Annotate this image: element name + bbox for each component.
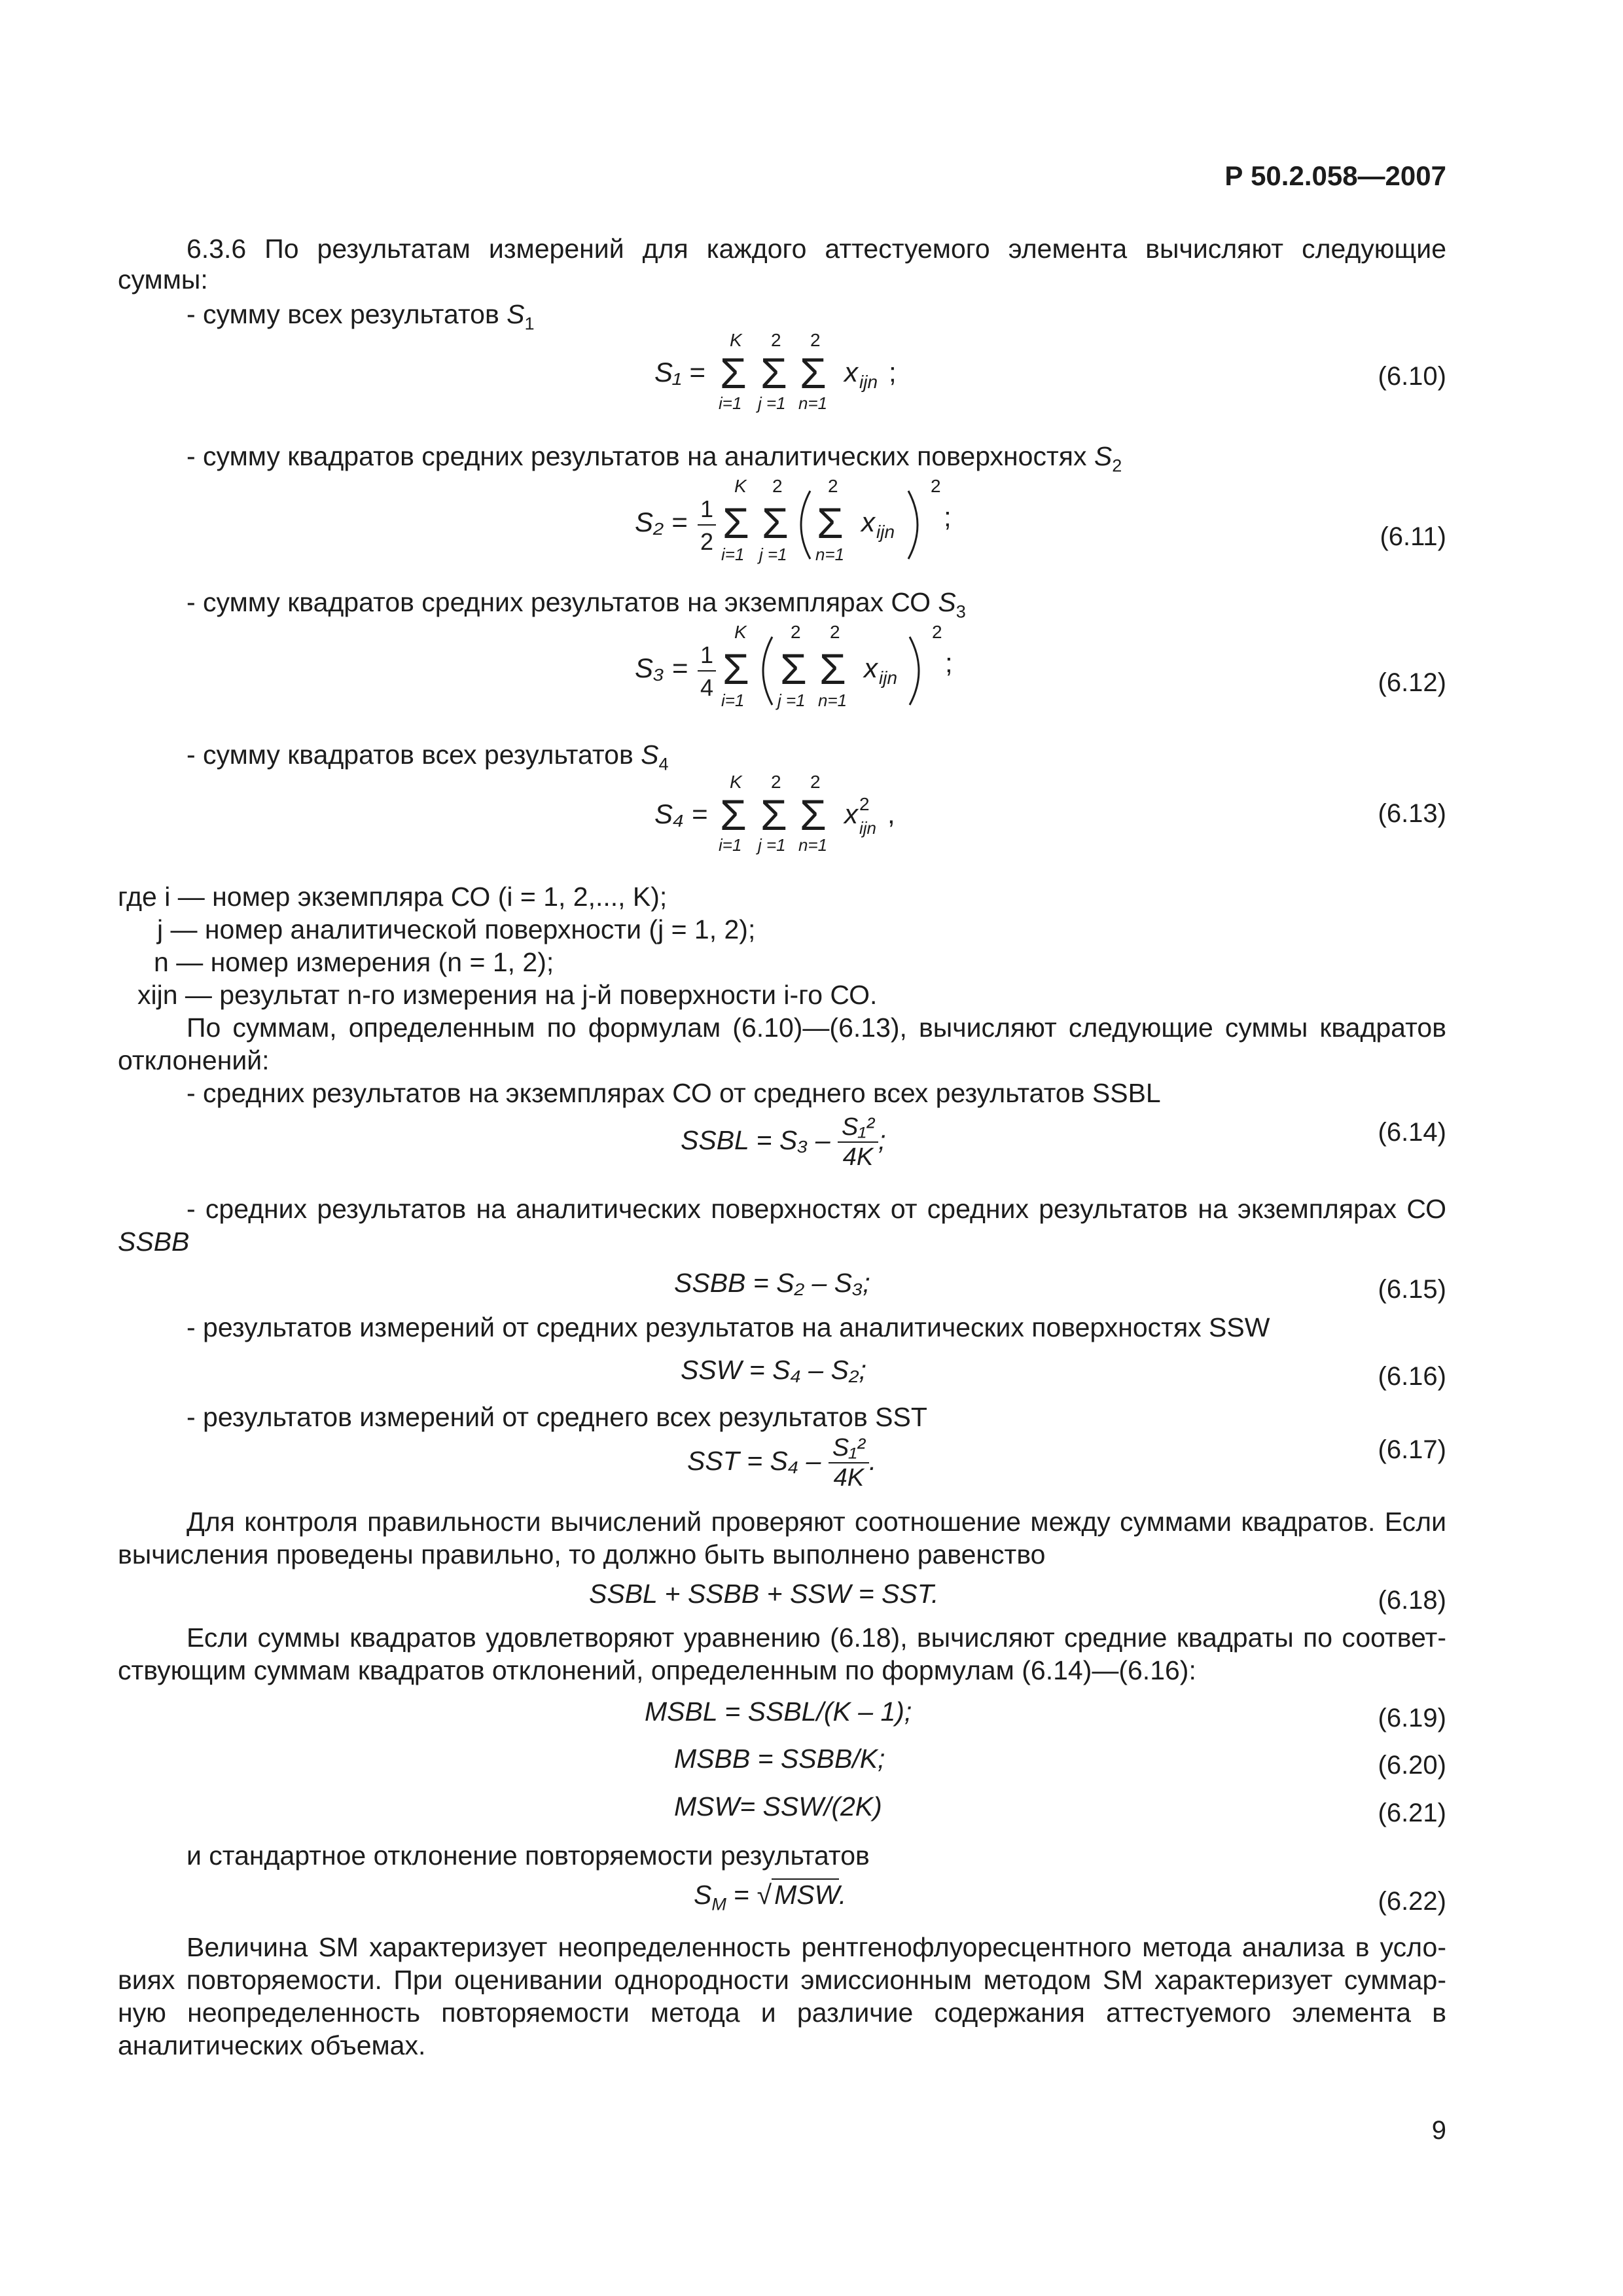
f612-sigma3: Σ xyxy=(819,645,846,693)
f610-sigma2: Σ xyxy=(760,349,787,397)
f611-i1: i=1 xyxy=(721,545,745,564)
dev-line-2a: - средних результатов на аналитических поверхностях от средних результатов на экземплярах СО xyxy=(187,1194,1446,1224)
formula-6-10 xyxy=(654,331,1021,416)
where-line-2: j — номер аналитической поверхности (j = 1, 2); xyxy=(157,914,756,944)
f611-sigma2: Σ xyxy=(762,499,789,547)
item-s3-text: - сумму квадратов средних результатов на экземплярах СО xyxy=(187,587,938,617)
f611-sigma1: Σ xyxy=(722,499,749,547)
document-page xyxy=(118,0,1446,2296)
f613-j1: j =1 xyxy=(758,835,786,855)
formula-6-17: SST = S₄ – $\frac{\text{S₁²}}{4K}$ . xyxy=(687,1434,877,1492)
f612-two2: 2 xyxy=(830,622,840,642)
item-s4-sub: 4 xyxy=(658,754,669,774)
formula-6-22: $S_M = √MSW$. xyxy=(694,1880,847,1914)
f610-k: K xyxy=(730,331,742,350)
f622-s: S xyxy=(694,1880,712,1910)
f613-sigma3: Σ xyxy=(800,791,827,839)
f614-frac xyxy=(838,1113,878,1172)
para4-line-1: Если суммы квадратов удовлетворяют уравнению (6.18), вычисляют средние квадраты по соответ- xyxy=(187,1623,1446,1653)
para2-line-2: отклонений: xyxy=(118,1045,270,1075)
formula-6-18: SSBL + SSBB + SSW = SST. xyxy=(589,1579,939,1609)
item-s1-sub: 1 xyxy=(524,314,535,334)
para6-line-2: виях повторяемости. При оценивании однородности эмиссионным методом SM характеризует суммар- xyxy=(118,1965,1446,1995)
f614-num: S₁² xyxy=(838,1113,878,1143)
dev-line-1: - средних результатов на экземплярах СО от среднего всех результатов SSBL xyxy=(187,1078,1161,1108)
item-s2-text: - сумму квадратов средних результатов на аналитических поверхностях xyxy=(187,441,1094,471)
f611-k: K xyxy=(734,476,747,496)
item-s1-text: - сумму всех результатов xyxy=(187,299,507,329)
f610-ijn: ijn xyxy=(859,372,878,392)
para3-line-2: вычисления проведены правильно, то должно быть выполнено равенство xyxy=(118,1539,1046,1570)
f610-n1: n=1 xyxy=(798,393,828,413)
document-header: Р 50.2.058—2007 xyxy=(1224,160,1446,191)
f613-sigma1: Σ xyxy=(720,791,747,839)
f611-n1: n=1 xyxy=(815,545,845,564)
formula-6-15: SSBB = S₂ – S₃; xyxy=(674,1268,870,1298)
where-line-4: xijn — результат n-го измерения на j-й поверхности i-го СО. xyxy=(137,980,878,1010)
f612-q-n: 1 xyxy=(700,641,714,668)
f613-two1: 2 xyxy=(771,772,781,792)
f613-x: x xyxy=(844,798,858,829)
eq-number-6-17: (6.17) xyxy=(1378,1435,1446,1464)
formula-6-12 xyxy=(635,619,1054,717)
f610-semi: ; xyxy=(889,357,897,387)
f612-j1: j =1 xyxy=(777,691,806,710)
where-line-3: n — номер измерения (n = 1, 2); xyxy=(154,947,554,977)
eq-number-6-16: (6.16) xyxy=(1378,1362,1446,1391)
f612-semi: ; xyxy=(945,647,953,678)
f612-n1: n=1 xyxy=(818,691,847,710)
f610-two2: 2 xyxy=(810,331,821,350)
f611-ijn: ijn xyxy=(876,522,895,542)
f622-sub: M xyxy=(711,1894,726,1914)
item-s3-sym: S xyxy=(938,587,956,617)
f612-ijn: ijn xyxy=(879,668,898,688)
f617-lhs: SST = S₄ – xyxy=(687,1445,821,1476)
f612-q-d: 4 xyxy=(700,674,714,701)
formula-6-21: MSW= SSW/(2K) xyxy=(674,1791,882,1821)
eq-number-6-18: (6.18) xyxy=(1378,1586,1446,1615)
para5: и стандартное отклонение повторяемости результатов xyxy=(187,1840,870,1871)
para2-line-1: По суммам, определенным по формулам (6.10)—(6.13), вычисляют следующие суммы квадратов xyxy=(187,1013,1446,1043)
f622-end: . xyxy=(838,1880,847,1910)
f613-i1: i=1 xyxy=(719,835,742,855)
f610-sigma1: Σ xyxy=(720,349,747,397)
formula-6-16: SSW = S₄ – S₂; xyxy=(681,1355,866,1385)
f612-sq: 2 xyxy=(932,622,942,642)
item-s4-sym: S xyxy=(641,740,659,770)
f611-j1: j =1 xyxy=(759,545,787,564)
para4-line-2: ствующим суммам квадратов отклонений, определенным по формулам (6.14)—(6.16): xyxy=(118,1655,1196,1685)
f612-k: K xyxy=(734,622,747,642)
eq-number-6-20: (6.20) xyxy=(1378,1751,1446,1780)
f617-frac xyxy=(829,1433,869,1492)
eq-number-6-12: (6.12) xyxy=(1378,668,1446,697)
intro-line-2: суммы: xyxy=(118,264,208,295)
f617-num: S₁² xyxy=(829,1433,869,1463)
f610-x: x xyxy=(844,357,858,387)
para6-line-1: Величина SM характеризует неопределенность рентгенофлуоресцентного метода анализа в усло- xyxy=(187,1932,1446,1962)
f613-sq: 2 xyxy=(859,794,870,814)
f613-sigma2: Σ xyxy=(760,791,787,839)
f612-x: x xyxy=(864,653,878,683)
eq-number-6-10: (6.10) xyxy=(1378,362,1446,391)
item-s4-text: - сумму квадратов всех результатов xyxy=(187,740,641,770)
f622-rad: MSW xyxy=(772,1878,839,1910)
f611-sigma3: Σ xyxy=(817,499,844,547)
dev-line-2b: SSBB xyxy=(118,1227,190,1257)
f612-two1: 2 xyxy=(791,622,801,642)
f614-semi: ; xyxy=(878,1124,886,1155)
f617-den: 4K xyxy=(833,1464,865,1492)
page-number: 9 xyxy=(1431,2116,1446,2145)
f613-k: K xyxy=(730,772,742,792)
para6-line-4: аналитических объемах. xyxy=(118,2030,426,2060)
formula-6-11 xyxy=(635,473,1054,571)
formula-6-13 xyxy=(654,772,1021,857)
para3-line-1: Для контроля правильности вычислений проверяют соотношение между суммами квадратов. Если xyxy=(187,1507,1446,1537)
f612-lhs: S₃ = xyxy=(635,653,688,683)
item-s2-sub: 2 xyxy=(1112,456,1122,476)
eq-number-6-11: (6.11) xyxy=(1380,522,1446,551)
f611-x: x xyxy=(861,507,875,537)
eq-number-6-22: (6.22) xyxy=(1378,1887,1446,1916)
eq-number-6-13: (6.13) xyxy=(1378,799,1446,828)
f610-i1: i=1 xyxy=(719,393,742,413)
f611-two2: 2 xyxy=(828,476,838,496)
f610-sigma3: Σ xyxy=(800,349,827,397)
f611-half-n: 1 xyxy=(700,495,714,522)
formula-6-14 xyxy=(681,1113,885,1172)
f622-eq: = xyxy=(726,1880,757,1910)
intro-line-1: 6.3.6 По результатам измерений для каждого аттестуемого элемента вычисляют следующие xyxy=(187,234,1446,264)
f611-sq: 2 xyxy=(931,476,941,496)
eq-number-6-15: (6.15) xyxy=(1378,1275,1446,1304)
f612-i1: i=1 xyxy=(721,691,745,710)
f613-ijn: ijn xyxy=(859,818,877,838)
formula-6-19: MSBL = SSBL/(K – 1); xyxy=(645,1696,912,1727)
f610-two1: 2 xyxy=(771,331,781,350)
f611-half-d: 2 xyxy=(700,528,714,555)
where-line-1: где i — номер экземпляра СО (i = 1, 2,..., K); xyxy=(118,882,668,912)
f610-lhs: S₁ = xyxy=(654,357,705,387)
f611-two1: 2 xyxy=(772,476,783,496)
f611-semi: ; xyxy=(944,501,952,532)
f613-two2: 2 xyxy=(810,772,821,792)
f612-sigma1: Σ xyxy=(722,645,749,693)
eq-number-6-21: (6.21) xyxy=(1378,1799,1446,1827)
para6-line-3: ную неопределенность повторяемости метода и различие содержания аттестуемого элемента в xyxy=(118,1998,1446,2028)
item-s1-sym: S xyxy=(507,299,525,329)
f612-sigma2: Σ xyxy=(780,645,807,693)
eq-number-6-19: (6.19) xyxy=(1378,1704,1446,1732)
f614-den: 4K xyxy=(842,1143,874,1171)
f610-j1: j =1 xyxy=(758,393,786,413)
eq-number-6-14: (6.14) xyxy=(1378,1118,1446,1147)
dev-line-3: - результатов измерений от средних результатов на аналитических поверхностях SSW xyxy=(187,1312,1270,1342)
f613-lhs: S₄ = xyxy=(654,798,708,829)
dev-line-4: - результатов измерений от среднего всех результатов SST xyxy=(187,1402,927,1432)
f614-lhs: SSBL = S₃ – xyxy=(681,1124,830,1155)
f613-n1: n=1 xyxy=(798,835,828,855)
f613-comma: , xyxy=(887,798,895,829)
item-s3-sub: 3 xyxy=(955,601,966,622)
item-s2-sym: S xyxy=(1094,441,1113,471)
formula-6-20: MSBB = SSBB/K; xyxy=(674,1744,885,1774)
f611-lhs: S₂ = xyxy=(635,507,688,537)
